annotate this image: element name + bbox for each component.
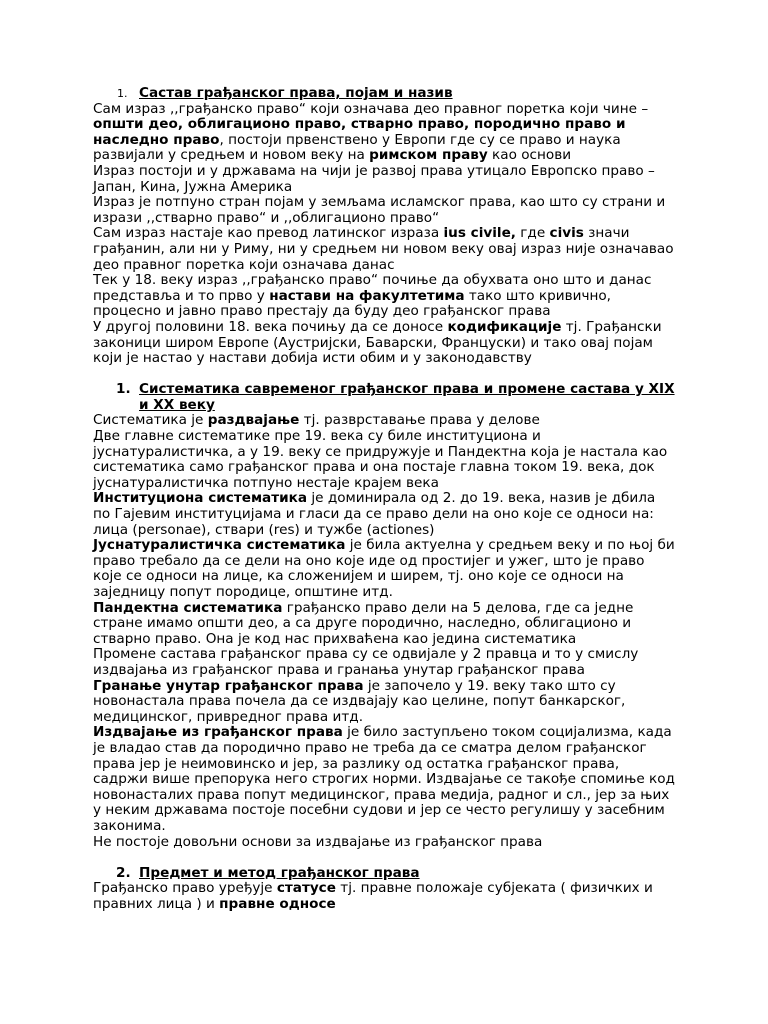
bold-run: Издвајање из грађанског права — [93, 724, 343, 741]
bold-run: кодификације — [447, 318, 562, 335]
bold-run: настави на факултетима — [269, 287, 465, 304]
paragraph: Не постоје довољни основи за издвајање из грађанског права — [93, 833, 543, 850]
heading-text: Састав грађанског права, појам и назив — [139, 85, 453, 101]
text-run: је била актуелна у средњем веку и по њој би право требало да се дели на оно које иде од простијег и ужег, што је право које се односи на лице, ка сложенијем и ширем, тј. оно које се односи на заједницу попут породице, општине итд. — [93, 537, 675, 600]
paragraph — [93, 320, 676, 367]
text-run: тј. правне положаје субјеката ( физичких и правних лица ) и — [93, 880, 653, 912]
section-heading-systematics — [93, 382, 676, 413]
text-run: је започело у 19. веку тако што су новонастала права почела да се издвајају као целине, попут банкарског, медицинског, привредног права итд. — [93, 677, 626, 725]
bold-run: римском праву — [369, 147, 488, 164]
paragraph: Две главне систематике пре 19. века су биле институциона и јуснатуралистичка, а у 19. веку се придружује и Пандектна која је настала као систематика само грађанског права и она постаје главна током 19. века, док јуснатуралистичка потпуно нестаје крајем века — [93, 428, 668, 491]
text-run: је било заступљено током социјализма, када је владао став да породично право не треба да се сматра делом грађанског права јер је неимовинско и јер, за разлику од остатка грађанског права, садржи више препорука него строгих норми. Издвајање се такође спомиње код новонасталих права попут медицинског, права медија, радног и сл., јер за њих у неким државама постоје посебни судови и јер се често регулишу у засебним законима. — [93, 724, 675, 834]
paragraph — [93, 725, 676, 834]
paragraph — [93, 226, 676, 273]
section-heading-subject — [93, 866, 676, 882]
text-run: тј. Грађански законици широм Европе (Аустријски, Баварски, Француски) и тако овај појам који је настао у настави добија исти обим и у законодавству — [93, 318, 662, 367]
paragraph: Промене састава грађанског права су се одвијале у 2 правца и то у смислу издвајања из грађанског права и гранања унутар грађанског права — [93, 646, 639, 678]
section-heading-composition — [93, 86, 676, 102]
text-run: Систематика је — [93, 412, 208, 429]
paragraph — [93, 881, 676, 912]
paragraph — [93, 273, 676, 320]
bold-run: правне односе — [219, 895, 336, 912]
text-run: , постоји првенствено у Европи где су се право и наука развијали у средњем и новом веку на — [93, 131, 621, 164]
text-run: као основи — [487, 147, 572, 164]
bold-run: статусе — [276, 880, 336, 897]
text-run: У другој половини 18. века почињу да се доносе — [93, 318, 448, 335]
paragraph — [93, 102, 676, 164]
bold-run: раздвајање — [207, 412, 300, 429]
text-run: Сам израз ,,грађанско право“ који означава део правног поретка који чине – — [93, 100, 649, 117]
bold-run: ius civile, — [443, 225, 516, 242]
text-run: значи грађанин, али ни у Риму, ни у средњем ни новом веку овај израз није означавао део правног поретка који означава данас — [93, 225, 674, 273]
spacer — [93, 850, 676, 866]
paragraph — [93, 538, 676, 600]
text-run: где — [515, 225, 550, 242]
bold-run: Институциона систематика — [93, 490, 308, 507]
bold-run: Јуснатуралистичка систематика — [93, 537, 346, 554]
text-run: је доминирала од 2. до 19. века, назив је дбила по Гајевим институцијама и гласи да се право дели на оно које се односи на: лица (personae), ствари (res) и тужбе (actiones) — [93, 490, 656, 538]
list-number: 1. — [116, 381, 131, 398]
heading-text: Предмет и метод грађанског права — [139, 864, 420, 881]
paragraph: Израз је потпуно стран појам у земљама исламског права, као што су страни и изрази ,,стварно право“ и ,,облигационо право“ — [93, 194, 666, 226]
list-number: 1. — [117, 87, 128, 100]
text-run: Сам израз настаје као превод латинског израза — [93, 225, 444, 242]
text-run: тј. разврставање права у делове — [299, 412, 540, 429]
text-run: Грађанско право уређује — [93, 880, 277, 897]
spacer — [93, 367, 676, 383]
bold-run: Гранање унутар грађанског права — [93, 677, 364, 694]
paragraph — [93, 413, 676, 429]
text-run: тако што кривично, процесно и јавно право престају да буду део грађанског права — [93, 287, 612, 320]
bold-run: Пандектна систематика — [93, 599, 283, 616]
list-number: 2. — [116, 864, 131, 881]
bold-run: civis — [549, 225, 584, 242]
paragraph — [93, 679, 676, 726]
paragraph — [93, 491, 676, 538]
paragraph: Израз постоји и у државама на чији је развој права утицало Европско право – Јапан, Кина, Јужна Америка — [93, 162, 655, 195]
bold-run: општи део, облигационо право, стварно право, породично право и наследно право — [93, 116, 626, 148]
text-run: грађанско право дели на 5 делова, где са једне стране имамо општи део, а са друге породично, наследно, облигационо и стварно право. Она је код нас прихваћена као једина систематика — [93, 599, 634, 647]
text-run: Тек у 18. веку израз ,,грађанско право“ почиње да обухвата оно што и данас представља и то прво у — [93, 272, 652, 304]
heading-text: Систематика савременог грађанског права и промене састава у XIX и XX веку — [139, 381, 675, 413]
paragraph — [93, 601, 676, 648]
